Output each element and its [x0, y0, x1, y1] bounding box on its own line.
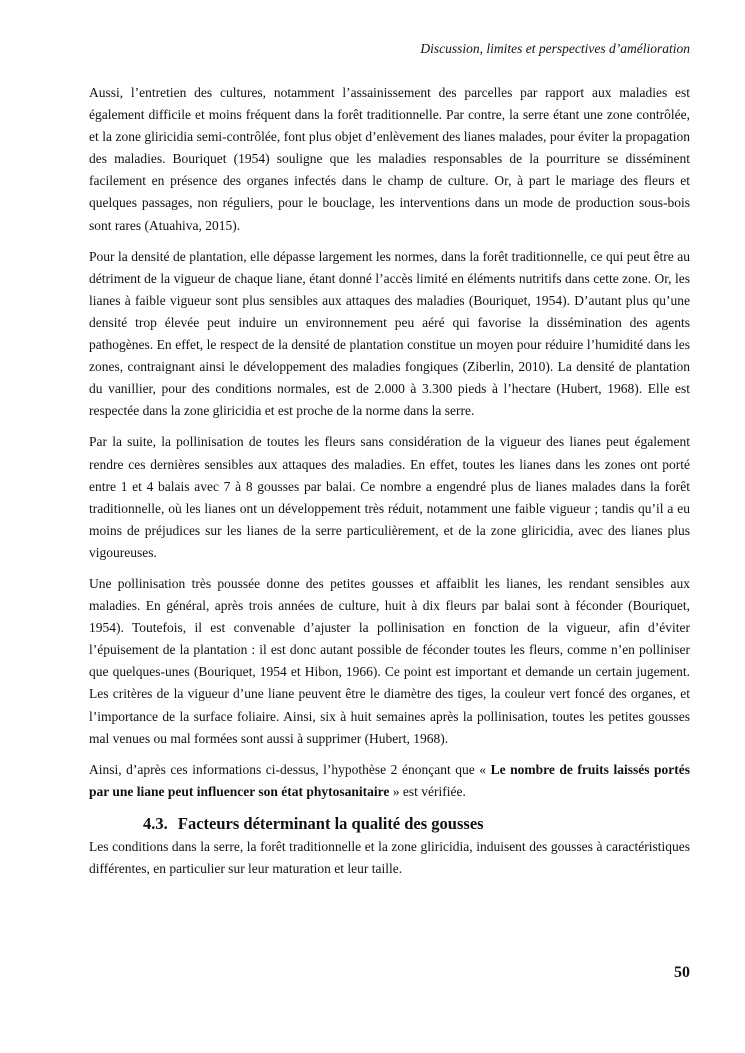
paragraph-maintenance: Aussi, l’entretien des cultures, notamment l’assainissement des parcelles par rapport aux maladies est également difficile et moins fréquent dans la forêt traditionnelle. Par contre, la serre étant une zone contrôlée, et la zone gliricidia semi-contrôlée, font plus objet d’enlèvement des lianes malades, pour éviter la propagation des maladies. Bouriquet (1954) souligne que les maladies responsables de la pourriture se disséminent facilement en présence des organes infectés dans le champ de culture. Or, à part le mariage des fleurs et quelques passages, non réguliers, pour le bouclage, les interventions dans un mode de production sous-bois sont rares (Atuahiva, 2015). — [89, 85, 690, 233]
paragraph-hypothesis — [89, 759, 690, 803]
section-paragraph: Les conditions dans la serre, la forêt traditionnelle et la zone gliricidia, induisent des gousses à caractéristiques différentes, en particulier sur leur maturation et leur taille. — [89, 838, 690, 876]
section-title: Facteurs déterminant la qualité des gousses — [177, 813, 484, 833]
paragraph-vigour: Une pollinisation très poussée donne des petites gousses et affaiblit les lianes, les rendant sensibles aux maladies. En général, après trois années de culture, huit à dix fleurs par balai sont à féconder (Bouriquet, 1954). Toutefois, il est convenable d’ajuster la pollinisation en fonction de la vigueur, afin d’éviter l’épuisement de la plantation : il est donc autant possible de féconder toutes les fleurs, comme n’en polliniser que quelques-unes (Bouriquet, 1954 et Hibon, 1966). Ce point est important et demande un certain jugement. Les critères de la vigueur d’une liane peuvent être le diamètre des tiges, la couleur vert foncé des organes, et l’importance de la surface foliaire. Ainsi, six à huit semaines après la pollinisation, toutes les petites gousses mal venues ou mal formées sont aussi à supprimer (Hubert, 1968). — [89, 575, 690, 746]
running-header: Discussion, limites et perspectives d’amélioration — [420, 41, 690, 56]
document-page — [89, 40, 690, 889]
page-number: 50 — [674, 964, 690, 981]
hypothesis-outro: » est vérifiée. — [389, 783, 466, 799]
hypothesis-intro: Ainsi, d’après ces informations ci-dessus, l’hypothèse 2 énonçant que « — [89, 761, 491, 777]
section-heading — [89, 812, 690, 836]
paragraph-density: Pour la densité de plantation, elle dépasse largement les normes, dans la forêt traditionnelle, ce qui peut être au détriment de la vigueur de chaque liane, étant donné l’accès limité en éléments nutritifs dans cette zone. Or, les lianes à faible vigueur sont plus sensibles aux attaques des maladies (Bouriquet, 1954). D’autant plus qu’une densité trop élevée peut induire un environnement peu aéré qui favorise la dissémination des agents pathogènes. En effet, le respect de la densité de plantation constitue un moyen pour réduire l’humidité dans les zones, contraignant ainsi le développement des maladies fongiques (Ziberlin, 2010). La densité de plantation du vanillier, pour des conditions normales, est de 2.000 à 3.300 pieds à l’hectare (Hubert, 1968). Elle est respectée dans la zone gliricidia et est proche de la norme dans la serre. — [89, 248, 690, 419]
paragraph-pollination: Par la suite, la pollinisation de toutes les fleurs sans considération de la vigueur des lianes peut également rendre ces dernières sensibles aux attaques des maladies. En effet, toutes les lianes dans les zones ont porté entre 1 et 4 balais avec 7 à 8 gousses par balai. Ce nombre a engendré plus de lianes malades dans la forêt traditionnelle, où les lianes ont un développement très réduit, notamment une faible vigueur ; tandis qu’il a eu moins de préjudices sur les lianes de la serre particulièrement, et de la zone gliricidia, avec des lianes plus vigoureuses. — [89, 434, 690, 560]
hypothesis-statement: Le nombre de fruits laissés portés par une liane peut influencer son état phytosanitaire — [89, 761, 690, 799]
section-number: 4.3. — [143, 813, 168, 833]
